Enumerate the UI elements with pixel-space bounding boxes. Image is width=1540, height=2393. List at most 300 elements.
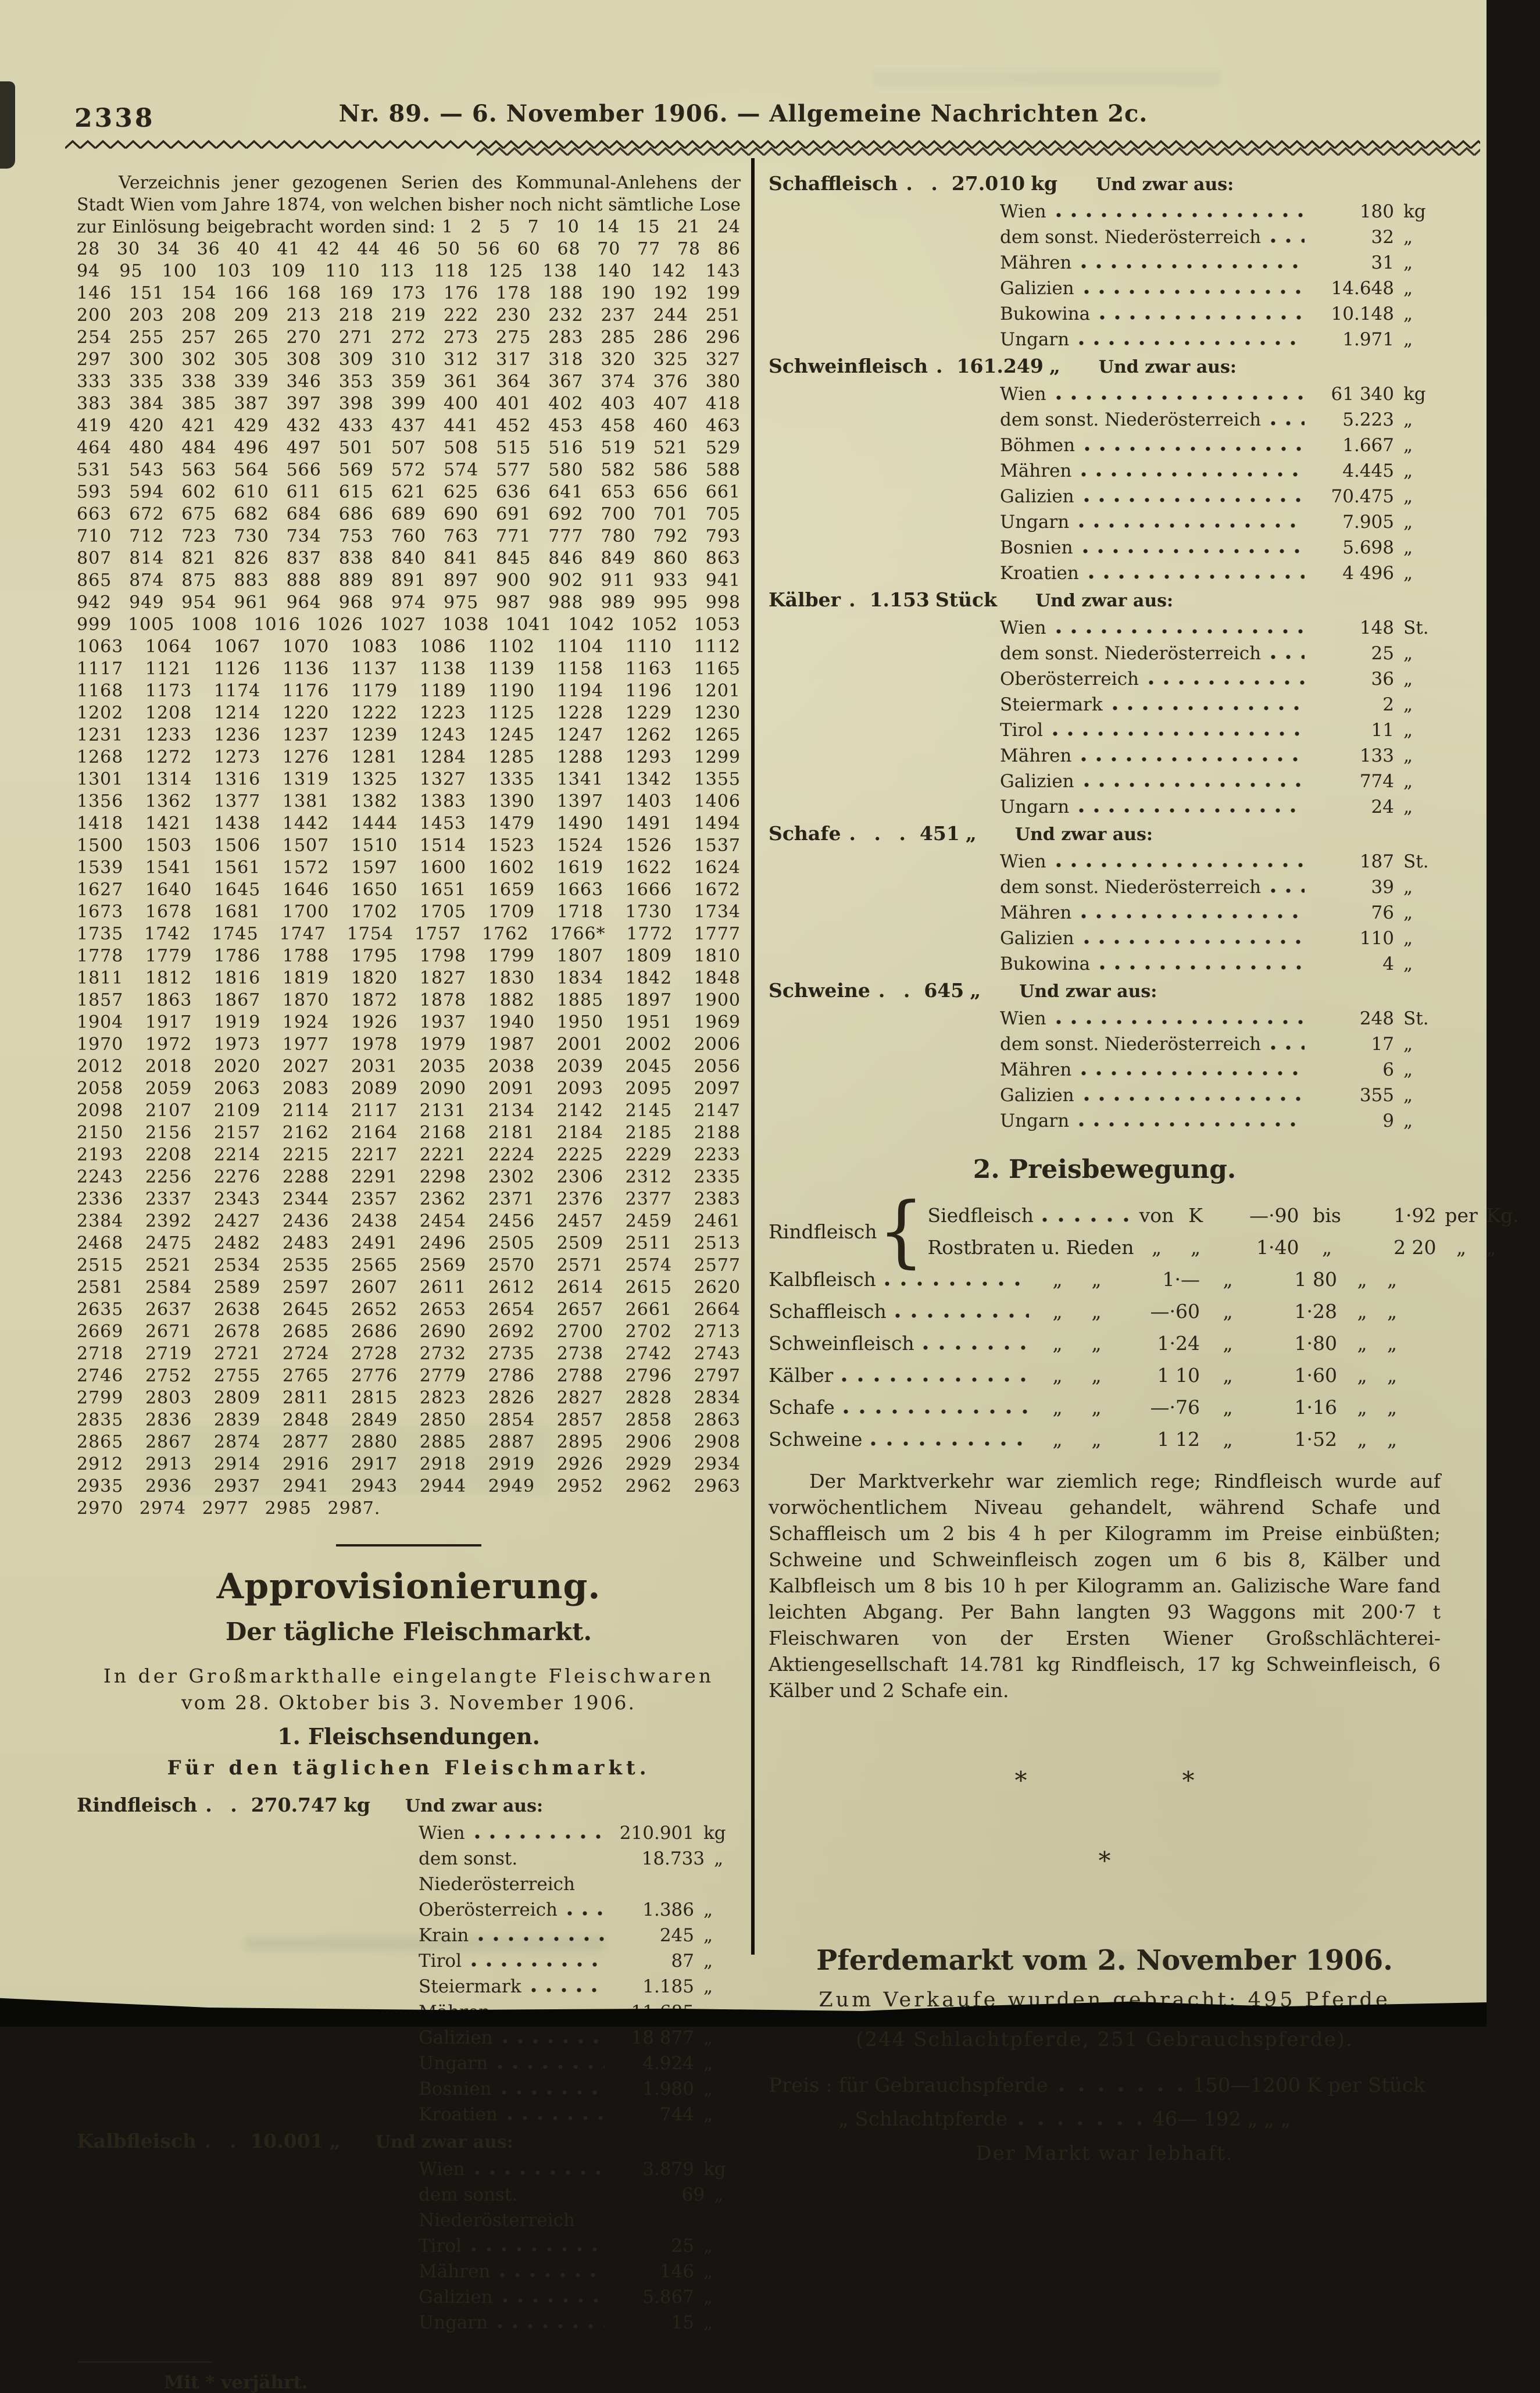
und-zwar-label: Und zwar aus: (1098, 357, 1237, 377)
taeglicher-fleischmarkt-heading: Für den täglichen Fleischmarkt. (167, 1756, 651, 1780)
origin-unit: „ (1403, 537, 1413, 558)
price-per: „ (1357, 1396, 1367, 1419)
price-row (927, 1231, 1539, 1263)
price-row-label: Schweine (769, 1428, 863, 1451)
price-von: „ (1052, 1268, 1063, 1291)
meat-section (769, 352, 1441, 586)
dot-leader (1270, 1043, 1305, 1050)
price-low: 1·— (1162, 1268, 1200, 1291)
dot-leader (1084, 495, 1305, 502)
meat-name: Schafe (769, 822, 841, 845)
price-unit: Kg. (1486, 1204, 1519, 1227)
dot-leader (502, 2296, 605, 2303)
origin-row (769, 276, 1441, 301)
meat-name: Kalbfleisch (77, 2130, 196, 2152)
dot-leader (1056, 393, 1305, 400)
origin-region: Ungarn (1000, 1110, 1070, 1131)
meat-total-unit: Stück (935, 588, 997, 611)
origin-value: 355 (1359, 1085, 1394, 1106)
dot-leader (474, 2168, 605, 2175)
shipments-left-sections (77, 1791, 741, 2335)
price-group-rows (927, 1199, 1539, 1263)
origin-region: Galizien (1000, 1085, 1074, 1106)
dot-leader (567, 1909, 605, 1916)
price-high: 1 80 (1294, 1268, 1337, 1291)
dot-leader (1081, 755, 1305, 762)
origin-unit: „ (1403, 409, 1413, 430)
lede-line-1: In der Großmarkthalle eingelangte Fleischwaren (103, 1665, 714, 1687)
origin-region: Bosnien (419, 2078, 492, 2099)
origin-unit: „ (1403, 278, 1413, 299)
dot-leader (474, 1832, 605, 1839)
meat-rows (769, 381, 1441, 586)
meat-section (769, 586, 1441, 820)
origin-row (769, 951, 1441, 977)
horse-price-row (769, 2069, 1441, 2102)
origin-row (769, 250, 1441, 276)
dot-leader (1081, 1069, 1305, 1076)
origin-value: 248 (1359, 1008, 1394, 1029)
price-bis: „ (1321, 1236, 1332, 1259)
price-high: 1·52 (1294, 1428, 1337, 1451)
price-row (769, 1327, 1441, 1359)
meat-total-unit: kg (343, 1794, 370, 1816)
origin-region: Wien (419, 1823, 465, 1844)
origin-value: 245 (659, 1925, 694, 1946)
dot-leader (1056, 1017, 1305, 1024)
price-high: 1·92 (1393, 1204, 1437, 1227)
origin-region: dem sonst. Niederösterreich (1000, 877, 1262, 898)
dot-leader (1082, 547, 1305, 553)
meat-section (77, 1791, 741, 2127)
origin-value: 146 (659, 2261, 694, 2282)
origin-unit: „ (1403, 877, 1413, 898)
origin-row (769, 381, 1441, 407)
price-row-label: Schweinfleisch (769, 1332, 914, 1355)
origin-value: 5.223 (1342, 409, 1394, 430)
origin-region: Bosnien (1000, 537, 1073, 558)
dot-leader (1056, 627, 1305, 634)
dot-leader (1052, 729, 1305, 736)
approvisionierung-heading: Approvisionierung. (216, 1566, 601, 1607)
dot-separator: . (849, 588, 862, 611)
footnote-rule (78, 2361, 212, 2363)
dot-leader (1056, 860, 1305, 867)
origin-unit: kg (1403, 384, 1426, 405)
origin-region: Tirol (419, 2235, 462, 2256)
dot-leader (531, 1985, 605, 1992)
origin-unit: kg (1403, 201, 1426, 222)
origin-row (77, 1974, 741, 1999)
origin-region: dem sonst. Niederösterreich (1000, 1034, 1262, 1055)
origin-unit: „ (1403, 460, 1413, 481)
price-row (927, 1199, 1539, 1231)
meat-total-unit: kg (1031, 172, 1058, 195)
dot-leader (507, 2113, 605, 2120)
origin-region: Ungarn (1000, 512, 1070, 533)
origin-region: dem sonst. Niederösterreich (1000, 409, 1262, 430)
horse-price-row (769, 2102, 1441, 2136)
origin-row (769, 535, 1441, 560)
price-bis: „ (1223, 1300, 1233, 1323)
price-von: „ (1052, 1300, 1063, 1323)
origin-row (77, 2182, 741, 2233)
meat-total-unit: „ (970, 979, 981, 1002)
dot-leader (1148, 678, 1305, 685)
origin-value: 14.648 (1331, 278, 1394, 299)
origin-value: 11 (1371, 720, 1394, 741)
meat-total: 645 (924, 979, 964, 1002)
meat-rows (769, 615, 1441, 820)
meat-total: 270.747 (251, 1794, 338, 1816)
origin-unit: St. (1403, 617, 1429, 638)
dot-leader (1078, 806, 1305, 813)
origin-unit: „ (1403, 227, 1413, 248)
lede-line-2: vom 28. Oktober bis 3. November 1906. (181, 1691, 637, 1714)
origin-value: 1.971 (1342, 329, 1394, 350)
meat-rows (77, 1820, 741, 2127)
origin-row (77, 1846, 741, 1897)
meat-section-header (769, 977, 1441, 1006)
origin-value: 180 (1359, 201, 1394, 222)
und-zwar-label: Und zwar aus: (405, 1796, 544, 1816)
dot-leader (1084, 780, 1305, 787)
dot-separator: . . (878, 979, 916, 1002)
origin-unit: „ (703, 2287, 713, 2308)
origin-value: 3.879 (642, 2159, 694, 2180)
origin-region: Ungarn (419, 2053, 488, 2074)
meat-total: 451 (919, 822, 960, 845)
pferdemarkt-line-1: Zum Verkaufe wurden gebracht: 495 Pferde (819, 1988, 1391, 2012)
dot-separator: . . . (849, 822, 912, 845)
price-currency: „ (1091, 1268, 1102, 1291)
origin-region: Galizien (1000, 486, 1074, 507)
origin-unit: „ (1403, 252, 1413, 273)
origin-region: Wien (1000, 617, 1046, 638)
origin-value: 187 (1359, 851, 1394, 872)
origin-region: Wien (1000, 384, 1046, 405)
origin-row (77, 2051, 741, 2076)
price-currency: „ (1190, 1236, 1201, 1259)
price-low: —·90 (1249, 1204, 1299, 1227)
origin-region: Ungarn (1000, 329, 1070, 350)
origin-unit: „ (1403, 694, 1413, 715)
dot-leader (1084, 287, 1305, 294)
origin-row (77, 2102, 741, 2127)
origin-unit: „ (1403, 669, 1413, 690)
origin-row (77, 2025, 741, 2051)
page-header-title: Nr. 89. — 6. November 1906. — Allgemeine Nachrichten 2c. (338, 100, 1148, 127)
price-high: 2 20 (1393, 1236, 1437, 1259)
origin-value: 18.733 (641, 1848, 705, 1869)
dot-leader (1081, 470, 1305, 477)
origin-value: 5.698 (1342, 537, 1394, 558)
meat-total: 161.249 (956, 355, 1044, 377)
origin-row (769, 769, 1441, 794)
price-low: 1 10 (1157, 1364, 1200, 1387)
origin-value: 4 496 (1342, 563, 1394, 584)
price-low: —·60 (1150, 1300, 1200, 1323)
meat-name: Schweine (769, 979, 870, 1002)
meat-name: Rindfleisch (77, 1794, 198, 1816)
origin-unit: St. (1403, 851, 1429, 872)
origin-region: Wien (1000, 851, 1046, 872)
fleischsendungen-heading: 1. Fleischsendungen. (277, 1723, 540, 1749)
wavy-rule-overlap (477, 144, 1480, 159)
origin-unit: St. (1403, 1008, 1429, 1029)
origin-value: 10.148 (1331, 303, 1394, 324)
origin-unit: „ (1403, 771, 1413, 792)
origin-value: 70.475 (1331, 486, 1394, 507)
origin-value: 1.667 (1342, 435, 1394, 456)
origin-region: Steiermark (419, 1976, 521, 1997)
origin-value: 15 (671, 2312, 694, 2333)
horse-price-label: Preis : für Gebrauchspferde (769, 2074, 1048, 2097)
origin-unit: „ (1403, 1059, 1413, 1080)
origin-unit: „ (1403, 512, 1413, 533)
origin-unit: „ (1403, 1085, 1413, 1106)
price-bis: „ (1223, 1364, 1233, 1387)
dot-separator: . . (204, 2130, 242, 2152)
column-divider-rule (751, 158, 755, 1955)
price-group-rindfleisch (769, 1186, 1519, 1277)
origin-region: Galizien (1000, 278, 1074, 299)
origin-region: Tirol (1000, 720, 1043, 741)
price-unit: „ (1486, 1236, 1496, 1259)
dot-leader (1042, 1215, 1128, 1222)
origin-unit: „ (703, 2027, 713, 2048)
origin-region: Ungarn (419, 2312, 488, 2333)
origin-value: 39 (1371, 877, 1394, 898)
price-per: „ (1357, 1332, 1367, 1355)
origin-row (769, 849, 1441, 874)
price-currency: „ (1091, 1428, 1102, 1451)
pferdemarkt-closing: Der Markt war lebhaft. (976, 2142, 1234, 2165)
origin-region: Kroatien (1000, 563, 1079, 584)
origin-region: Bukowina (1000, 953, 1091, 974)
origin-row (769, 1031, 1441, 1057)
dot-leader (1270, 236, 1305, 243)
meat-section (769, 170, 1441, 352)
meat-section (77, 2127, 741, 2335)
und-zwar-label: Und zwar aus: (375, 2132, 513, 2152)
dot-leader (1270, 886, 1305, 893)
dot-leader (1270, 419, 1305, 426)
price-row (769, 1423, 1441, 1455)
origin-row (77, 2310, 741, 2335)
meat-section-header (77, 2127, 741, 2156)
price-per: „ (1456, 1236, 1467, 1259)
origin-unit: „ (1403, 1034, 1413, 1055)
und-zwar-label: Und zwar aus: (1035, 591, 1174, 611)
origin-value: 744 (659, 2104, 694, 2125)
origin-unit: „ (1403, 1110, 1413, 1131)
origin-row (77, 1897, 741, 1923)
origin-value: 18 877 (631, 2027, 694, 2048)
origin-value: 31 (1371, 252, 1394, 273)
dot-leader (1099, 313, 1305, 320)
origin-unit: „ (1403, 643, 1413, 664)
origin-region: Krain (419, 1925, 469, 1946)
price-row-label: Siedfleisch (927, 1204, 1034, 1227)
page-number: 2338 (74, 103, 155, 133)
origin-unit: „ (1403, 329, 1413, 350)
dot-leader (1270, 652, 1305, 659)
meat-section (769, 977, 1441, 1134)
origin-row (769, 484, 1441, 509)
brace-glyph: { (878, 1186, 924, 1277)
meat-section-header (769, 170, 1441, 199)
dot-leader (1099, 963, 1305, 970)
origin-row (77, 2233, 741, 2259)
price-currency: „ (1091, 1332, 1102, 1355)
origin-row (77, 2156, 741, 2182)
meat-total-unit: „ (329, 2130, 341, 2152)
market-report-paragraph: Der Marktverkehr war ziemlich rege; Rindfleisch wurde auf vorwöchentlichem Niveau gehandelt, während Schafe und Schaffleisch um 2 bis 4 h per Kilogramm im Preise einbüßten; Schweine und Schweinfleisch zogen um 6 bis 8, Kälber und Kalbfleisch um 8 bis 10 h per Kilogramm an. Galizische Ware fand leichten Abgang. Per Bahn langten 93 Waggons mit 200·7 t Fleischwaren von der Ersten Wiener Großschlächterei-Aktiengesellschaft 14.781 kg Rindfleisch, 17 kg Schweinfleisch, 6 Kälber und 2 Schafe ein. (769, 1470, 1441, 1702)
origin-unit: „ (703, 2312, 713, 2333)
und-zwar-label: Und zwar aus: (1096, 174, 1234, 195)
origin-region: Bukowina (1000, 303, 1091, 324)
origin-unit: „ (1403, 720, 1413, 741)
origin-value: 7.905 (1342, 512, 1394, 533)
origin-unit: „ (714, 1848, 724, 1869)
price-unit: „ (1387, 1428, 1398, 1451)
preisbewegung-heading: 2. Preisbewegung. (973, 1155, 1237, 1184)
price-row-label: Kalbfleisch (769, 1268, 876, 1291)
origin-region: Mähren (1000, 902, 1072, 923)
und-zwar-label: Und zwar aus: (1014, 824, 1153, 845)
price-bis: „ (1223, 1268, 1233, 1291)
origin-value: 4.445 (1342, 460, 1394, 481)
origin-region: Oberösterreich (1000, 669, 1139, 690)
origin-value: 25 (671, 2235, 694, 2256)
meat-name: Kälber (769, 588, 841, 611)
price-row-label: Schaffleisch (769, 1300, 887, 1323)
origin-row (769, 900, 1441, 926)
origin-row (769, 874, 1441, 900)
origin-region: Wien (1000, 1008, 1046, 1029)
origin-region: dem sonst. Niederösterreich (419, 1848, 575, 1895)
price-bis: „ (1223, 1332, 1233, 1355)
origin-row (769, 458, 1441, 484)
origin-row (769, 926, 1441, 951)
origin-unit: „ (1403, 563, 1413, 584)
meat-rows (769, 199, 1441, 352)
origin-value: 36 (1371, 669, 1394, 690)
origin-unit: kg (703, 2159, 726, 2180)
und-zwar-label: Und zwar aus: (1019, 981, 1157, 1002)
meat-total: 10.001 (250, 2130, 324, 2152)
dot-leader (870, 1439, 1029, 1446)
dot-leader (497, 2321, 605, 2328)
origin-row (769, 666, 1441, 692)
origin-unit: „ (714, 2184, 724, 2205)
origin-row (769, 743, 1441, 769)
price-currency: „ (1091, 1396, 1102, 1419)
dot-leader (497, 2062, 605, 2069)
dot-leader (1078, 1120, 1305, 1127)
dot-leader (923, 1343, 1029, 1350)
origin-row (769, 509, 1441, 535)
price-high: 1·16 (1294, 1396, 1337, 1419)
origin-unit: „ (703, 1951, 713, 1971)
origin-unit: kg (703, 1823, 726, 1844)
origin-row (77, 1820, 741, 1846)
meat-rows (769, 849, 1441, 977)
origin-value: 1.185 (642, 1976, 694, 1997)
origin-value: 32 (1371, 227, 1394, 248)
origin-unit: „ (1403, 953, 1413, 974)
origin-value: 76 (1371, 902, 1394, 923)
meat-total-unit: „ (965, 822, 977, 845)
origin-region: Tirol (419, 1951, 462, 1971)
dot-leader (1088, 572, 1305, 579)
price-currency: „ (1091, 1364, 1102, 1387)
horse-price-label: „ Schlachtpferde (838, 2108, 1008, 2131)
origin-value: 69 (681, 2184, 705, 2205)
origin-unit: „ (703, 2078, 713, 2099)
origin-row (769, 1057, 1441, 1083)
price-bis: bis (1313, 1204, 1341, 1227)
origin-value: 25 (1371, 643, 1394, 664)
origin-row (769, 327, 1441, 352)
section-separator-rule (336, 1544, 481, 1546)
price-unit: „ (1387, 1332, 1398, 1355)
dot-leader (895, 1311, 1029, 1318)
origin-value: 17 (1371, 1034, 1394, 1055)
origin-row (769, 1083, 1441, 1108)
price-currency: „ (1091, 1300, 1102, 1323)
dot-leader (501, 2088, 605, 2095)
origin-unit: „ (1403, 797, 1413, 817)
origin-row (769, 301, 1441, 327)
bleed-through-artifact (872, 70, 1221, 87)
price-rows (769, 1263, 1441, 1455)
series-numbers-list: 1 2 5 7 10 14 15 21 24 28 30 34 36 40 41 42 44 46 50 56 60 68 70 77 78 86 94 95 100 103 109 110 113 118 125 138 140 142 143 146 151 154 166 168 169 173 176 178 188 190 192 199 200 203 208 209 213 218 219 222 230 232 237 244 251 254 255 257 265 270 271 272 273 275 283 285 286 296 297 300 302 305 308 309 310 312 317 318 320 325 327 333 335 338 339 346 353 359 361 364 367 374 376 380 383 384 385 387 397 398 399 400 401 402 403 407 418 419 420 421 429 432 433 437 441 452 453 458 460 463 464 480 484 496 497 501 507 508 515 516 519 521 529 531 543 563 564 566 569 572 574 577 580 582 586 588 593 594 602 610 611 615 621 625 636 641 653 656 661 663 672 675 682 684 686 689 690 691 692 700 701 705 710 712 723 730 734 753 760 763 771 777 780 792 793 807 814 821 826 837 838 840 841 845 846 849 860 863 865 874 875 883 888 889 891 897 900 902 911 933 941 942 949 954 961 964 968 974 975 987 988 989 995 998 999 1005 1008 1016 1026 1027 1038 1041 1042 1052 1053 1063 1064 1067 1070 1083 1086 1102 1104 1110 1112 1117 1121 1126 1136 1137 1138 1139 1158 1163 1165 1168 1173 1174 1176 1179 1189 1190 1194 1196 1201 1202 1208 1214 1220 1222 1223 1125 1228 1229 1230 1231 1233 1236 1237 1239 1243 1245 1247 1262 1265 1268 1272 1273 1276 1281 1284 1285 1288 1293 1299 1301 1314 1316 1319 1325 1327 1335 1341 1342 1355 1356 1362 1377 1381 1382 1383 1390 1397 1403 1406 1418 1421 1438 1442 1444 1453 1479 1490 1491 1494 1500 1503 1506 1507 1510 1514 1523 1524 1526 1537 1539 1541 1561 1572 1597 1600 1602 1619 1622 1624 1627 1640 1645 1646 1650 1651 1659 1663 1666 1672 1673 1678 1681 1700 1702 1705 1709 1718 1730 1734 1735 1742 1745 1747 1754 1757 1762 1766* 1772 1777 1778 1779 1786 1788 1795 1798 1799 1807 1809 1810 1811 1812 1816 1819 1820 1827 1830 1834 1842 1848 1857 1863 1867 1870 1872 1878 1882 1885 1897 1900 1904 1917 1919 1924 1926 1937 1940 1950 1951 1969 1970 1972 1973 1977 1978 1979 1987 2001 2002 2006 2012 2018 2020 2027 2031 2035 2038 2039 2045 2056 2058 2059 2063 2083 2089 2090 2091 2093 2095 2097 2098 2107 2109 2114 2117 2131 2134 2142 2145 2147 2150 2156 2157 2162 2164 2168 2181 2184 2185 2188 2193 2208 2214 2215 2217 2221 2224 2225 2229 2233 2243 2256 2276 2288 2291 2298 2302 2306 2312 2335 2336 2337 2343 2344 2357 2362 2371 2376 2377 2383 2384 2392 2427 2436 2438 2454 2456 2457 2459 2461 2468 2475 2482 2483 2491 2496 2505 2509 2511 2513 2515 2521 2534 2535 2565 2569 2570 2571 2574 2577 2581 2584 2589 2597 2607 2611 2612 2614 2615 2620 2635 2637 2638 2645 2652 2653 2654 2657 2661 2664 2669 2671 2678 2685 2686 2690 2692 2700 2702 2713 2718 2719 2721 2724 2728 2732 2735 2738 2742 2743 2746 2752 2755 2765 2776 2779 2786 2788 2796 2797 2799 2803 2809 2811 2815 2823 2826 2827 2828 2834 2835 2836 2839 2848 2849 2850 2854 2857 2858 2863 2865 2867 2874 2877 2880 2885 2887 2895 2906 2908 2912 2913 2914 2916 2917 2918 2919 2926 2929 2934 2935 2936 2937 2941 2943 2944 2949 2952 2962 2963 2970 2974 2977 2985 2987. (77, 217, 741, 1519)
origin-value: 9 (1382, 1110, 1394, 1131)
price-per: „ (1357, 1428, 1367, 1451)
price-high: 1·28 (1294, 1300, 1337, 1323)
price-unit: „ (1387, 1268, 1398, 1291)
price-von: „ (1151, 1236, 1162, 1259)
origin-value: 1.980 (642, 2078, 694, 2099)
price-row (769, 1263, 1441, 1295)
pferdemarkt-heading: Pferdemarkt vom 2. November 1906. (816, 1944, 1393, 1977)
dot-leader (478, 1934, 605, 1941)
price-low: 1 12 (1157, 1428, 1200, 1451)
right-column (769, 170, 1519, 2185)
origin-region: Mähren (1000, 460, 1072, 481)
price-high: 1·80 (1294, 1332, 1337, 1355)
origin-value: 110 (1359, 928, 1394, 949)
price-von: „ (1052, 1364, 1063, 1387)
series-intro-text: Verzeichnis jener gezogenen Serien des Kommunal-Anlehens der Stadt Wien vom Jahre 1874, von welchen bisher noch nicht sämtliche Lose zur Einlösung beigebracht worden sind: (77, 173, 741, 237)
origin-region: Mähren (1000, 1059, 1072, 1080)
origin-row (77, 2259, 741, 2284)
origin-value: 24 (1371, 797, 1394, 817)
meat-section-header (769, 820, 1441, 849)
origin-region: Mähren (1000, 745, 1072, 766)
pferdemarkt-line-2: (244 Schlachtpferde, 251 Gebrauchspferde). (856, 2028, 1353, 2051)
meat-total-unit: „ (1049, 355, 1060, 377)
meat-section-header (769, 586, 1441, 615)
price-low: 1·24 (1157, 1332, 1200, 1355)
meat-total: 1.153 (869, 588, 930, 611)
origin-row (769, 199, 1441, 224)
origin-unit: „ (1403, 435, 1413, 456)
dot-leader (471, 2245, 605, 2252)
origin-row (769, 1108, 1441, 1134)
